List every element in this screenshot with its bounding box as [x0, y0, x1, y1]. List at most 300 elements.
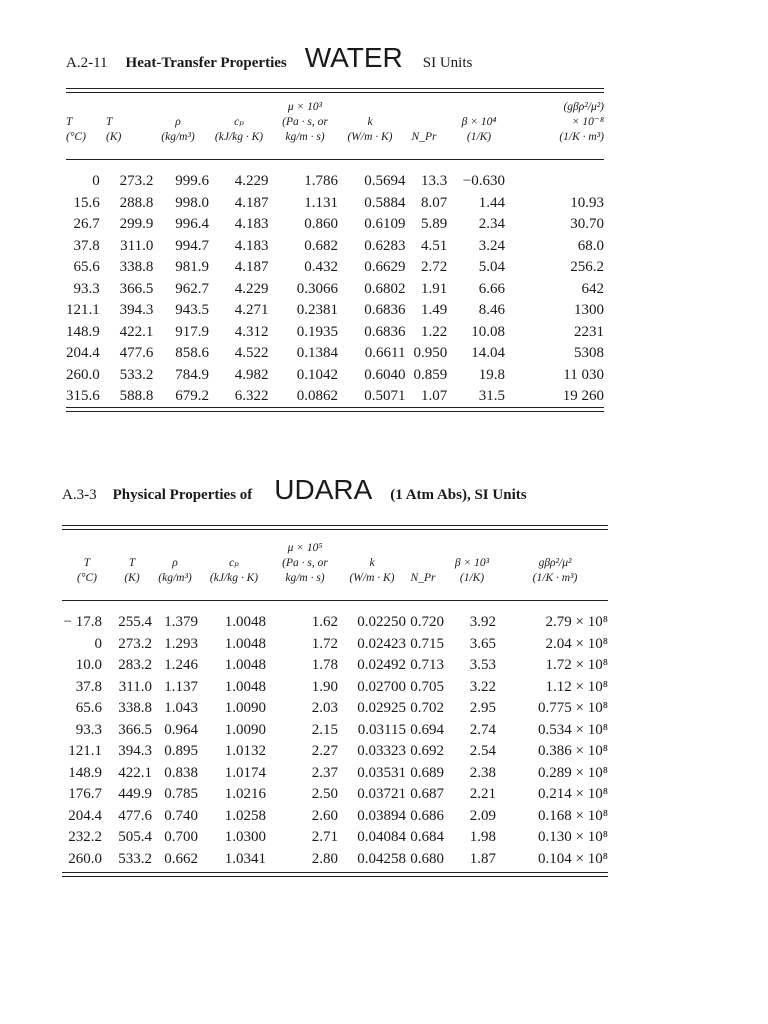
air-hdr2-col2: T	[128, 557, 136, 569]
air-table-heading	[62, 474, 527, 506]
water-cell	[505, 171, 604, 193]
water-top-rule-2	[66, 92, 604, 93]
air-cell: 0.02423	[357, 635, 406, 652]
water-cell: 917.9	[175, 323, 209, 340]
air-cell: 0.03721	[357, 786, 406, 802]
water-hdr3-col2: (K)	[106, 131, 122, 143]
air-cell: 2.37	[311, 764, 338, 781]
water-table-tail: SI Units	[422, 55, 473, 71]
air-hdr2-col7	[404, 556, 442, 571]
water-table-number: A.2-11	[66, 55, 108, 71]
air-cell: 2.79 × 10⁸	[545, 614, 608, 630]
air-cell: 3.53	[469, 657, 496, 673]
water-cell: 784.9	[175, 366, 209, 383]
water-bottom-rule-2	[66, 411, 604, 412]
air-cell: 2.71	[311, 829, 338, 845]
air-cell: 0.04084	[357, 829, 406, 845]
water-cell: 0.5071	[364, 388, 406, 404]
water-cell: 148.9	[66, 323, 100, 340]
water-cell: 4.187	[234, 259, 269, 275]
air-cell: 0.02250	[357, 614, 406, 630]
air-cell: 1.137	[164, 678, 198, 695]
air-cell: 0.684	[410, 829, 444, 845]
air-cell: 0.386 × 10⁸	[538, 743, 608, 759]
water-hdr1-col1	[66, 100, 106, 115]
water-hdr2-col2: T	[106, 116, 113, 128]
water-cell: 0.860	[304, 216, 338, 232]
water-cell: 315.6	[66, 388, 100, 404]
air-cell: 0.03894	[357, 807, 406, 824]
air-cell: 176.7	[68, 786, 102, 802]
air-table-row	[62, 827, 608, 849]
water-cell: 338.8	[119, 259, 154, 275]
air-cell: 65.6	[75, 700, 102, 716]
air-cell: 0.02700	[357, 678, 406, 695]
air-header-row-2	[62, 556, 608, 571]
air-cell: 0.03531	[357, 764, 406, 781]
water-hdr1-col2	[106, 100, 150, 115]
water-cell: 19.8	[478, 366, 505, 383]
air-table-row	[62, 849, 608, 871]
water-cell: 0.432	[304, 259, 338, 275]
air-cell: 2.50	[311, 786, 338, 802]
water-table-heading	[66, 42, 472, 74]
air-cell: 1.72 × 10⁸	[545, 657, 608, 673]
water-cell: 0.6836	[364, 302, 406, 318]
air-cell: 0.694	[410, 721, 444, 738]
air-cell: 3.22	[469, 678, 496, 695]
air-table-row	[62, 698, 608, 720]
air-cell: 0.534 × 10⁸	[538, 721, 608, 738]
water-cell: 2.34	[478, 216, 505, 232]
air-hdr2-col3: ρ	[172, 557, 178, 569]
air-hdr3-col3: (kg/m³)	[158, 572, 192, 584]
water-hdr3-col4: (kJ/kg · K)	[214, 131, 264, 143]
water-hdr2-col4: cₚ	[234, 116, 244, 128]
air-cell: 2.95	[469, 700, 496, 716]
water-header-row-2	[66, 115, 604, 130]
water-cell: 0.950	[413, 345, 448, 361]
air-table-row	[62, 763, 608, 785]
air-cell: 0	[94, 635, 102, 652]
air-cell: 1.043	[164, 700, 198, 716]
air-cell: 0.289 × 10⁸	[538, 764, 608, 781]
air-cell: 1.62	[311, 614, 338, 630]
air-header-row-1	[62, 541, 608, 556]
water-cell: 477.6	[119, 345, 154, 361]
water-hdr2-col5: (Pa · s, or	[282, 116, 328, 128]
air-hdr3-col7: N_Pr	[410, 572, 436, 584]
air-cell: 1.98	[469, 829, 496, 845]
water-cell: 19 260	[562, 388, 604, 404]
air-cell: 204.4	[68, 807, 102, 824]
water-hdr3-col3: (kg/m³)	[161, 131, 195, 143]
air-cell: 232.2	[68, 829, 102, 845]
air-cell: 3.92	[469, 614, 496, 630]
air-cell: 0.838	[164, 764, 198, 781]
water-hdr1-col9: (gβρ²/μ²)	[563, 101, 604, 113]
air-table-row	[62, 677, 608, 699]
water-cell: 0.6836	[364, 323, 406, 340]
air-hdr1-col5: μ × 10⁵	[287, 542, 323, 554]
water-cell: 0.5694	[364, 173, 406, 189]
water-cell: 858.6	[175, 345, 209, 361]
air-cell: 2.21	[469, 786, 496, 802]
water-table-row	[66, 214, 604, 236]
water-cell: 26.7	[73, 216, 100, 232]
air-table-body	[62, 612, 608, 870]
water-cell: 256.2	[570, 259, 604, 275]
water-table-title: Heat-Transfer Properties	[125, 55, 287, 71]
water-cell: 4.271	[234, 302, 269, 318]
air-bottom-rule-2	[62, 876, 608, 877]
air-table-row	[62, 806, 608, 828]
water-table-row	[66, 171, 604, 193]
water-header-row-3	[66, 130, 604, 145]
air-cell: 2.03	[311, 700, 338, 716]
water-cell: 0.6040	[364, 366, 406, 383]
air-hdr1-col7	[404, 541, 442, 556]
air-cell: 0.214 × 10⁸	[538, 786, 608, 802]
air-hdr2-col9: gβρ²/μ²	[538, 557, 572, 569]
air-cell: 0.720	[410, 614, 444, 630]
air-cell: 148.9	[68, 764, 102, 781]
air-cell: 2.15	[311, 721, 338, 738]
water-cell: 299.9	[119, 216, 154, 232]
air-table-row	[62, 720, 608, 742]
air-cell: 1.0341	[224, 850, 266, 867]
water-cell: 6.66	[478, 280, 505, 297]
air-table-row	[62, 655, 608, 677]
water-cell: 0.0862	[296, 388, 338, 404]
water-hdr1-col4	[206, 100, 272, 115]
water-table-row	[66, 257, 604, 279]
water-cell: 422.1	[119, 323, 154, 340]
air-cell: 0.104 × 10⁸	[538, 850, 608, 867]
air-hdr2-col5: (Pa · s, or	[282, 557, 328, 569]
water-cell: 0.6283	[364, 237, 406, 254]
water-cell: 14.04	[471, 345, 505, 361]
water-table-body	[66, 171, 604, 408]
water-cell: 0.1384	[296, 345, 338, 361]
air-cell: 37.8	[75, 678, 102, 695]
air-hdr1-col8	[442, 541, 502, 556]
air-hdr1-col4	[198, 541, 270, 556]
air-cell: 0.705	[410, 678, 444, 695]
water-hdr2-col8: β × 10⁴	[461, 116, 497, 128]
air-cell: 2.09	[469, 807, 496, 824]
air-cell: 1.0258	[224, 807, 266, 824]
air-cell: − 17.8	[63, 614, 102, 630]
water-table-row	[66, 343, 604, 365]
air-hdr1-col2	[112, 541, 152, 556]
air-hdr1-col6	[340, 541, 404, 556]
water-cell: 679.2	[175, 388, 209, 404]
water-cell: 996.4	[175, 216, 209, 232]
air-cell: 1.0048	[224, 635, 266, 652]
water-cell: 1.22	[421, 323, 448, 340]
water-table-row	[66, 386, 604, 408]
water-top-rule-1	[66, 88, 604, 89]
water-cell: 2.72	[421, 259, 448, 275]
air-cell: 1.12 × 10⁸	[545, 678, 608, 695]
air-cell: 0.02925	[357, 700, 406, 716]
water-cell: 13.3	[421, 173, 448, 189]
water-cell: 4.229	[234, 280, 269, 297]
air-top-rule-2	[62, 529, 608, 530]
water-cell: 998.0	[175, 194, 209, 211]
air-bottom-rule-1	[62, 872, 608, 873]
air-hdr2-col8: β × 10³	[454, 557, 490, 569]
water-cell: 30.70	[570, 216, 604, 232]
air-cell: 255.4	[118, 614, 152, 630]
air-cell: 0.686	[410, 807, 444, 824]
water-cell: 533.2	[119, 366, 154, 383]
water-hdr1-col7	[402, 100, 446, 115]
air-cell: 2.27	[311, 743, 338, 759]
air-cell: 1.0048	[224, 657, 266, 673]
water-cell: 394.3	[119, 302, 154, 318]
air-hdr1-col9	[502, 541, 608, 556]
air-table-row	[62, 784, 608, 806]
water-cell: 4.312	[234, 323, 269, 340]
air-cell: 1.0090	[224, 721, 266, 738]
air-cell: 2.38	[469, 764, 496, 781]
water-cell: 4.982	[234, 366, 269, 383]
water-cell: 288.8	[119, 194, 154, 211]
air-cell: 0.692	[410, 743, 444, 759]
air-cell: 338.8	[118, 700, 152, 716]
water-cell: 1.44	[478, 194, 505, 211]
air-header-rule	[62, 600, 608, 601]
water-cell: 1.49	[421, 302, 448, 318]
air-table-number: A.3-3	[62, 487, 97, 503]
water-cell: 588.8	[119, 388, 154, 404]
water-cell: 943.5	[175, 302, 209, 318]
water-cell: 0.1935	[296, 323, 338, 340]
water-table-row	[66, 193, 604, 215]
water-table-row	[66, 300, 604, 322]
water-cell: 4.187	[234, 194, 269, 211]
water-cell: 1.91	[421, 280, 448, 297]
water-cell: 1.07	[421, 388, 448, 404]
air-cell: 2.04 × 10⁸	[545, 635, 608, 652]
air-cell: 0.689	[410, 764, 444, 781]
air-hdr3-col6: (W/m · K)	[349, 572, 395, 584]
water-cell: 5.89	[421, 216, 448, 232]
water-cell: 962.7	[175, 280, 209, 297]
air-cell: 2.54	[469, 743, 496, 759]
water-cell: 0.5884	[364, 194, 406, 211]
air-cell: 260.0	[68, 850, 102, 867]
air-cell: 283.2	[118, 657, 152, 673]
air-top-rule-1	[62, 525, 608, 526]
water-cell: 1.786	[304, 173, 338, 189]
water-cell: 0.6802	[364, 280, 406, 297]
air-hdr2-col1: T	[83, 557, 91, 569]
air-cell: 0.715	[410, 635, 444, 652]
water-table-row	[66, 322, 604, 344]
air-big-label: UDARA	[274, 474, 373, 505]
air-cell: 0.687	[410, 786, 444, 802]
water-cell: 0.682	[304, 237, 338, 254]
air-cell: 394.3	[118, 743, 152, 759]
air-table-header	[62, 541, 608, 586]
air-hdr3-col5: kg/m · s)	[285, 572, 325, 584]
water-cell: 93.3	[73, 280, 100, 297]
water-cell: 5.04	[478, 259, 505, 275]
water-cell: 0.859	[413, 366, 448, 383]
air-cell: 1.0048	[224, 678, 266, 695]
air-hdr3-col8: (1/K)	[459, 572, 485, 584]
air-hdr2-col4: cₚ	[229, 557, 239, 569]
air-cell: 0.03323	[357, 743, 406, 759]
water-cell: 999.6	[175, 173, 209, 189]
water-cell: 4.522	[234, 345, 269, 361]
air-cell: 1.0048	[224, 614, 266, 630]
air-cell: 0.168 × 10⁸	[538, 807, 608, 824]
water-cell: 11 030	[563, 366, 604, 383]
air-hdr1-col3	[152, 541, 198, 556]
air-cell: 0.02492	[357, 657, 406, 673]
air-cell: 0.895	[164, 743, 198, 759]
water-cell: 260.0	[66, 366, 100, 383]
water-cell: 4.183	[234, 237, 269, 254]
air-hdr3-col2: (K)	[124, 572, 140, 584]
air-cell: 1.0132	[224, 743, 266, 759]
air-cell: 0.662	[164, 850, 198, 867]
water-hdr3-col7: N_Pr	[411, 131, 437, 143]
water-hdr3-col6: (W/m · K)	[347, 131, 393, 143]
water-hdr2-col1: T	[66, 116, 73, 128]
water-hdr1-col8	[446, 100, 512, 115]
water-cell: 981.9	[175, 259, 209, 275]
air-cell: 477.6	[118, 807, 152, 824]
air-cell: 0.713	[410, 657, 444, 673]
water-cell: −0.630	[462, 173, 505, 189]
air-cell: 0.03115	[357, 721, 406, 738]
air-cell: 10.0	[75, 657, 102, 673]
water-cell: 65.6	[73, 259, 100, 275]
water-cell: 0.6611	[364, 345, 406, 361]
water-cell: 68.0	[577, 237, 604, 254]
air-table-title: Physical Properties of	[112, 487, 253, 503]
water-hdr3-col5: kg/m · s)	[285, 131, 325, 143]
air-cell: 505.4	[118, 829, 152, 845]
water-cell: 0.1042	[296, 366, 338, 383]
air-table-tail: (1 Atm Abs), SI Units	[390, 487, 527, 503]
air-cell: 1.90	[311, 678, 338, 695]
air-cell: 449.9	[118, 786, 152, 802]
air-cell: 0.700	[164, 829, 198, 845]
air-cell: 2.74	[469, 721, 496, 738]
water-cell: 4.229	[234, 173, 269, 189]
water-bottom-rule-1	[66, 407, 604, 408]
water-cell: 366.5	[119, 280, 154, 297]
air-cell: 0.740	[164, 807, 198, 824]
water-cell: 10.93	[570, 194, 604, 211]
water-cell: 10.08	[471, 323, 505, 340]
air-cell: 1.72	[311, 635, 338, 652]
air-cell: 1.0300	[224, 829, 266, 845]
air-table-row	[62, 634, 608, 656]
air-hdr3-col1: (°C)	[77, 572, 97, 584]
air-cell: 0.04258	[357, 850, 406, 867]
water-hdr1-col3	[150, 100, 206, 115]
air-cell: 121.1	[68, 743, 102, 759]
air-cell: 1.0090	[224, 700, 266, 716]
air-cell: 533.2	[118, 850, 152, 867]
water-cell: 4.183	[234, 216, 269, 232]
air-hdr3-col9: (1/K · m³)	[532, 572, 578, 584]
water-cell: 0.2381	[296, 302, 338, 318]
water-table-row	[66, 365, 604, 387]
air-hdr2-col6: k	[369, 557, 375, 569]
air-cell: 0.775 × 10⁸	[538, 700, 608, 716]
air-cell: 0.130 × 10⁸	[538, 829, 608, 845]
water-cell: 2231	[574, 323, 604, 340]
water-header-rule	[66, 159, 604, 160]
water-cell: 0.6109	[364, 216, 406, 232]
water-cell: 121.1	[66, 302, 100, 318]
water-cell: 0.3066	[296, 280, 338, 297]
air-cell: 93.3	[75, 721, 102, 738]
water-cell: 642	[581, 280, 604, 297]
water-hdr3-col1: (°C)	[66, 131, 86, 143]
water-cell: 31.5	[478, 388, 505, 404]
air-cell: 2.60	[311, 807, 338, 824]
water-hdr3-col8: (1/K)	[466, 131, 492, 143]
water-cell: 0.6629	[364, 259, 406, 275]
air-header-row-3	[62, 571, 608, 586]
water-table-header	[66, 100, 604, 145]
water-cell: 15.6	[73, 194, 100, 211]
water-hdr2-col9: × 10⁻⁸	[571, 116, 604, 128]
water-hdr3-col9: (1/K · m³)	[559, 131, 604, 143]
water-cell: 8.07	[421, 194, 448, 211]
water-hdr1-col5: μ × 10³	[287, 101, 323, 113]
water-cell: 1300	[574, 302, 604, 318]
air-cell: 1.379	[164, 614, 198, 630]
water-cell: 5308	[574, 345, 604, 361]
water-cell: 1.131	[304, 194, 338, 211]
air-cell: 1.87	[469, 850, 496, 867]
air-cell: 1.246	[164, 657, 198, 673]
air-cell: 0.964	[164, 721, 198, 738]
water-cell: 3.24	[478, 237, 505, 254]
water-cell: 994.7	[175, 237, 209, 254]
water-cell: 37.8	[73, 237, 100, 254]
air-hdr3-col4: (kJ/kg · K)	[209, 572, 259, 584]
air-table-row	[62, 741, 608, 763]
air-cell: 0.785	[164, 786, 198, 802]
water-cell: 8.46	[478, 302, 505, 318]
water-cell: 273.2	[119, 173, 154, 189]
air-cell: 311.0	[118, 678, 152, 695]
air-cell: 1.0174	[224, 764, 266, 781]
water-hdr2-col7	[402, 115, 446, 130]
water-cell: 311.0	[120, 237, 154, 254]
air-cell: 0.680	[410, 850, 444, 867]
air-cell: 366.5	[118, 721, 152, 738]
air-cell: 0.702	[410, 700, 444, 716]
air-cell: 1.78	[311, 657, 338, 673]
water-cell: 6.322	[234, 388, 269, 404]
water-cell: 4.51	[421, 237, 448, 254]
air-cell: 2.80	[311, 850, 338, 867]
air-cell: 273.2	[118, 635, 152, 652]
air-cell: 3.65	[469, 635, 496, 652]
